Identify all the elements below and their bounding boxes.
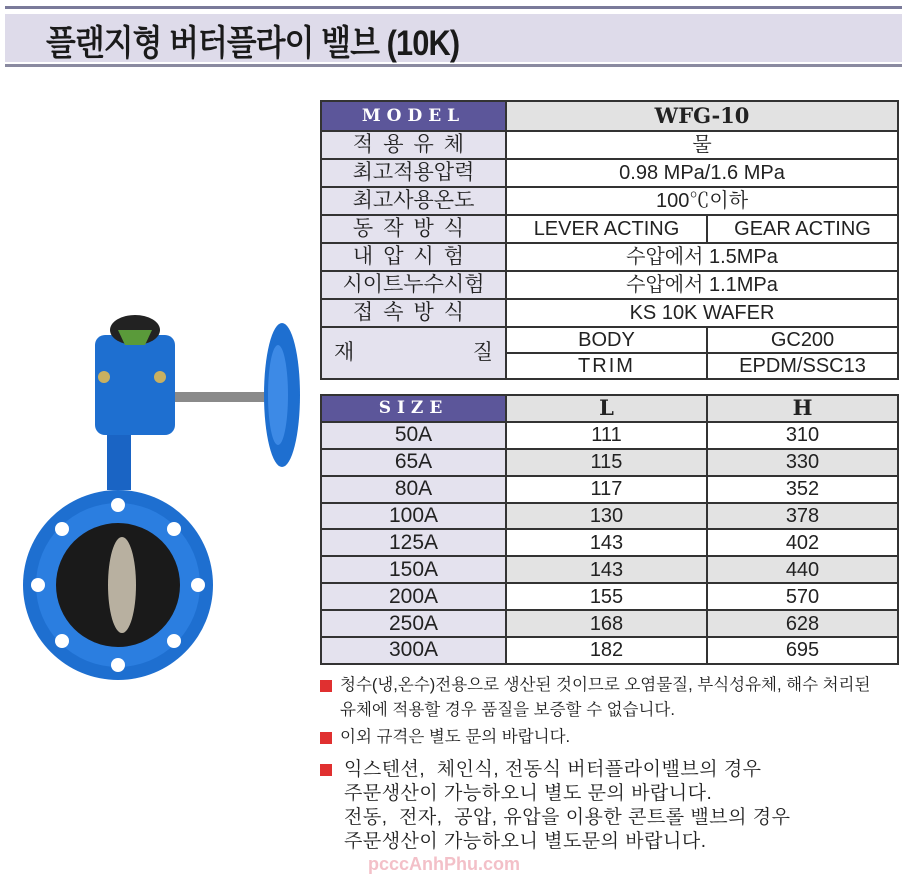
model-value: WFG-10 xyxy=(506,101,898,131)
note-line: 이외 규격은 별도 문의 바랍니다. xyxy=(340,727,571,746)
material-label xyxy=(321,327,506,379)
l-cell: 117 xyxy=(506,476,707,503)
size-row xyxy=(321,422,898,449)
note-item xyxy=(318,673,898,723)
size-row xyxy=(321,583,898,610)
h-cell: 628 xyxy=(707,610,898,637)
note-line: 익스텐션, 체인식, 전동식 버터플라이밸브의 경우 xyxy=(344,758,762,780)
material-label-b: 질 xyxy=(472,341,493,364)
size-row xyxy=(321,556,898,583)
butterfly-valve-image xyxy=(20,315,310,685)
spec-label: 내압시험 xyxy=(321,243,506,271)
spec-label: 적용유체 xyxy=(321,131,506,159)
body-label: BODY xyxy=(506,327,707,353)
h-cell: 695 xyxy=(707,637,898,664)
size-cell: 200A xyxy=(321,583,506,610)
notes xyxy=(318,673,898,854)
red-square-bullet-icon xyxy=(320,732,332,744)
l-cell: 155 xyxy=(506,583,707,610)
page-title: 플랜지형 버터플라이 밸브 (10K) xyxy=(46,24,460,63)
spec-value: 100℃이하 xyxy=(506,187,898,215)
red-square-bullet-icon xyxy=(320,764,332,776)
spec-label: 접속방식 xyxy=(321,299,506,327)
spec-label: 시이트누수시험 xyxy=(321,271,506,299)
l-header: L xyxy=(506,395,707,422)
spec-value: KS 10K WAFER xyxy=(506,299,898,327)
red-square-bullet-icon xyxy=(320,680,332,692)
spec-value: LEVER ACTING xyxy=(506,215,707,243)
watermark: pcccAnhPhu.com xyxy=(368,853,521,874)
note-line: 주문생산이 가능하오니 별도문의 바랍니다. xyxy=(344,830,707,852)
l-cell: 130 xyxy=(506,503,707,530)
l-cell: 115 xyxy=(506,449,707,476)
body-value: GC200 xyxy=(707,327,898,353)
note-line: 주문생산이 가능하오니 별도 문의 바랍니다. xyxy=(344,782,713,804)
spec-value: 0.98 MPa/1.6 MPa xyxy=(506,159,898,187)
top-rule xyxy=(5,6,902,9)
size-row xyxy=(321,476,898,503)
spec-label: 최고사용온도 xyxy=(321,187,506,215)
l-cell: 182 xyxy=(506,637,707,664)
size-row xyxy=(321,637,898,664)
l-cell: 168 xyxy=(506,610,707,637)
size-cell: 65A xyxy=(321,449,506,476)
h-cell: 378 xyxy=(707,503,898,530)
material-label-a: 재 xyxy=(334,341,355,364)
h-header: H xyxy=(707,395,898,422)
h-cell: 330 xyxy=(707,449,898,476)
size-cell: 125A xyxy=(321,529,506,556)
size-row xyxy=(321,449,898,476)
spec-value: GEAR ACTING xyxy=(707,215,898,243)
size-cell: 250A xyxy=(321,610,506,637)
spec-table xyxy=(320,100,899,380)
size-table xyxy=(320,394,899,665)
size-row xyxy=(321,529,898,556)
size-row xyxy=(321,610,898,637)
note-line: 청수(냉,온수)전용으로 생산된 것이므로 오염물질, 부식성유체, 해수 처리된 xyxy=(340,675,871,694)
note-item xyxy=(318,758,898,854)
h-cell: 310 xyxy=(707,422,898,449)
l-cell: 143 xyxy=(506,529,707,556)
l-cell: 143 xyxy=(506,556,707,583)
spec-value: 수압에서 1.1MPa xyxy=(506,271,898,299)
note-line: 유체에 적용할 경우 품질을 보증할 수 없습니다. xyxy=(340,700,675,719)
h-cell: 352 xyxy=(707,476,898,503)
size-row xyxy=(321,503,898,530)
l-cell: 111 xyxy=(506,422,707,449)
h-cell: 402 xyxy=(707,529,898,556)
spec-value: 물 xyxy=(506,131,898,159)
size-cell: 300A xyxy=(321,637,506,664)
size-cell: 150A xyxy=(321,556,506,583)
note-item xyxy=(318,725,898,750)
model-label: MODEL xyxy=(321,101,506,131)
h-cell: 570 xyxy=(707,583,898,610)
size-cell: 80A xyxy=(321,476,506,503)
spec-label: 최고적용압력 xyxy=(321,159,506,187)
trim-label: TRIM xyxy=(506,353,707,379)
note-line: 전동, 전자, 공압, 유압을 이용한 콘트롤 밸브의 경우 xyxy=(344,806,791,828)
size-header: SIZE xyxy=(321,395,506,422)
spec-label: 동작방식 xyxy=(321,215,506,243)
size-cell: 50A xyxy=(321,422,506,449)
spec-value: 수압에서 1.5MPa xyxy=(506,243,898,271)
size-cell: 100A xyxy=(321,503,506,530)
trim-value: EPDM/SSC13 xyxy=(707,353,898,379)
spec-column xyxy=(318,100,898,874)
h-cell: 440 xyxy=(707,556,898,583)
